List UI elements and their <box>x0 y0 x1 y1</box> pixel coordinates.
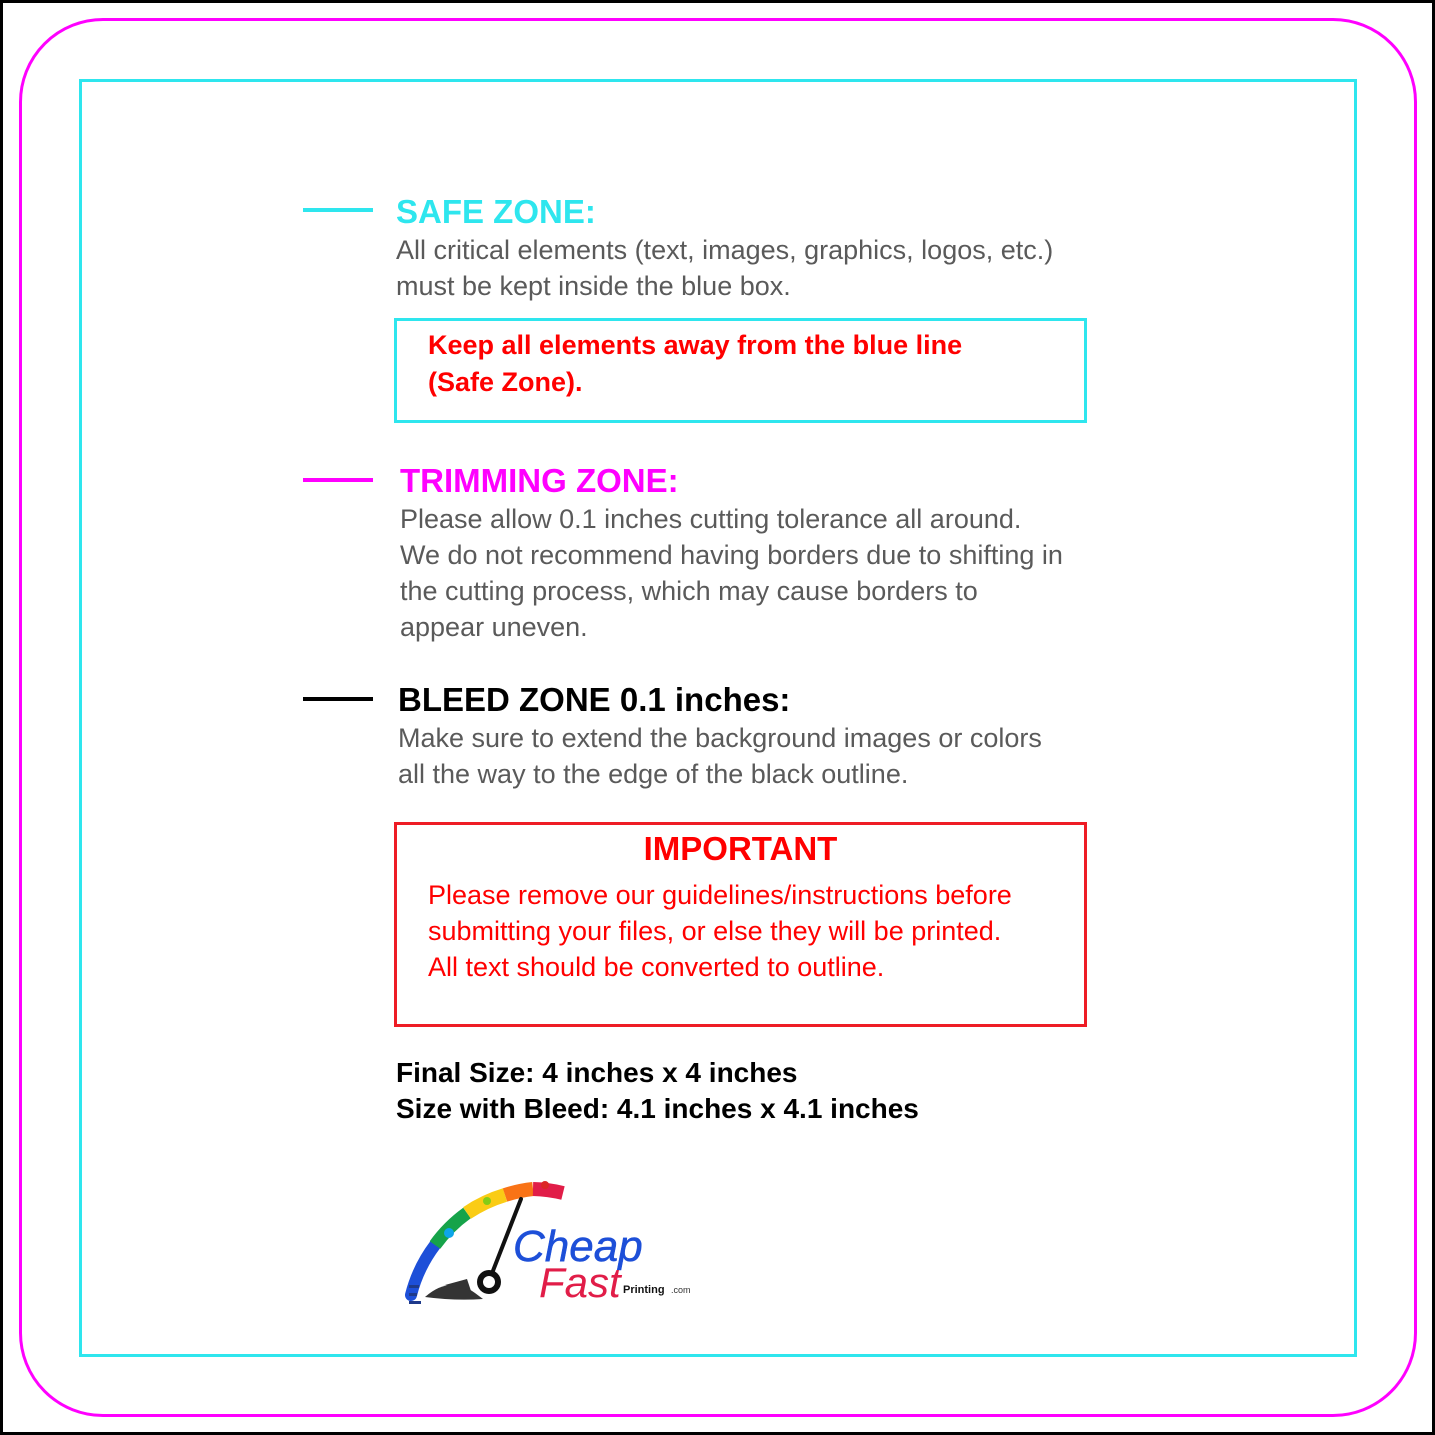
safe-zone-text <box>396 232 1053 304</box>
trimming-zone-line: the cutting process, which may cause borders to <box>400 576 978 606</box>
trimming-zone-title: TRIMMING ZONE: <box>400 462 679 499</box>
safe-zone-title: SAFE ZONE: <box>396 193 596 230</box>
safe-note-line: (Safe Zone). <box>428 367 583 397</box>
trim-legend-line <box>303 478 373 482</box>
logo-word-fast: Fast <box>539 1259 621 1306</box>
final-size: Final Size: 4 inches x 4 inches <box>396 1057 798 1088</box>
important-text <box>428 877 1012 985</box>
bleed-legend-line <box>303 697 373 701</box>
trimming-zone-line: appear uneven. <box>400 612 588 642</box>
safe-legend-line <box>303 208 373 212</box>
trimming-zone-line: Please allow 0.1 inches cutting tolerance all around. <box>400 504 1022 534</box>
bleed-zone-title: BLEED ZONE 0.1 inches: <box>398 681 791 718</box>
safe-note <box>428 327 962 401</box>
important-title: IMPORTANT <box>643 830 838 867</box>
bleed-zone-line: Make sure to extend the background images or colors <box>398 723 1042 753</box>
logo-word-cheap: Cheap <box>513 1222 643 1271</box>
bleed-size: Size with Bleed: 4.1 inches x 4.1 inches <box>396 1093 919 1124</box>
safe-note-line: Keep all elements away from the blue line <box>428 330 963 360</box>
trimming-zone-text <box>400 501 1063 645</box>
cheap-fast-printing-logo <box>405 1175 705 1310</box>
logo-word-suffix: .com <box>671 1285 691 1295</box>
size-info <box>396 1055 919 1127</box>
important-line: All text should be converted to outline. <box>428 952 885 982</box>
bleed-zone-line: all the way to the edge of the black outline. <box>398 759 909 789</box>
important-line: submitting your files, or else they will be printed. <box>428 916 1002 946</box>
bleed-zone-text <box>398 720 1042 792</box>
safe-zone-line: All critical elements (text, images, graphics, logos, etc.) <box>396 235 1054 265</box>
trimming-zone-line: We do not recommend having borders due to shifting in <box>400 540 1063 570</box>
logo-word-printing: Printing <box>623 1284 665 1296</box>
safe-zone-line: must be kept inside the blue box. <box>396 271 791 301</box>
important-line: Please remove our guidelines/instructions before <box>428 880 1012 910</box>
